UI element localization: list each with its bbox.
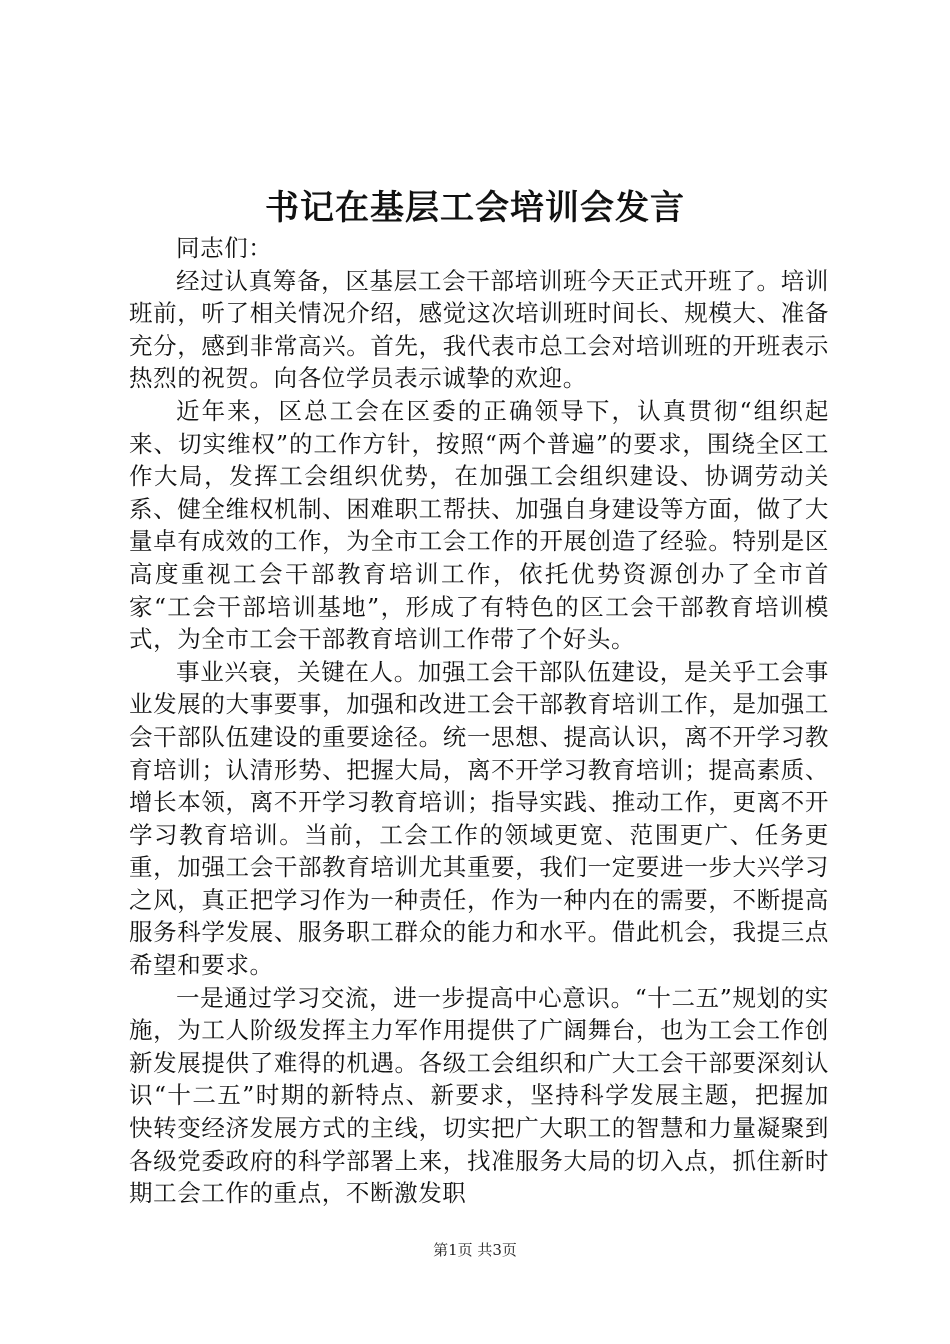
body-paragraph: 近年来，区总工会在区委的正确领导下，认真贯彻“组织起来、切实维权”的工作方针，按照“两个普遍”的要求，围绕全区工作大局，发挥工会组织优势，在加强工会组织建设、协调劳动关系、健全维权机制、困难职工帮扶、加强自身建设等方面，做了大量卓有成效的工作，为全市工会工作的开展创造了经验。特别是区高度重视工会干部教育培训工作，依托优势资源创办了全市首家“工会干部培训基地”，形成了有特色的区工会干部教育培训模式，为全市工会干部教育培训工作带了个好头。 — [129, 396, 829, 654]
body-paragraph: 经过认真筹备，区基层工会干部培训班今天正式开班了。培训班前，听了相关情况介绍，感觉这次培训班时间长、规模大、准备充分，感到非常高兴。首先，我代表市总工会对培训班的开班表示热烈的祝贺。向各位学员表示诚挚的欢迎。 — [129, 266, 829, 393]
body-paragraph: 一是通过学习交流，进一步提高中心意识。“十二五”规划的实施，为工人阶级发挥主力军作用提供了广阔舞台，也为工会工作创新发展提供了难得的机遇。各级工会组织和广大工会干部要深刻认识“十二五”时期的新特点、新要求，坚持科学发展主题，把握加快转变经济发展方式的主线，切实把广大职工的智慧和力量凝聚到各级党委政府的科学部署上来，找准服务大局的切入点，抓住新时期工会工作的重点，不断激发职 — [129, 983, 829, 1208]
body-paragraph: 事业兴衰，关键在人。加强工会干部队伍建设，是关乎工会事业发展的大事要事，加强和改进工会干部教育培训工作，是加强工会干部队伍建设的重要途径。统一思想、提高认识，离不开学习教育培训；认清形势、把握大局，离不开学习教育培训；提高素质、增长本领，离不开学习教育培训；指导实践、推动工作，更离不开学习教育培训。当前，工会工作的领域更宽、范围更广、任务更重，加强工会干部教育培训尤其重要，我们一定要进一步大兴学习之风，真正把学习作为一种责任，作为一种内在的需要，不断提高服务科学发展、服务职工群众的能力和水平。借此机会，我提三点希望和要求。 — [129, 657, 829, 980]
document-title: 书记在基层工会培训会发言 — [265, 188, 685, 228]
page-number-footer: 第1页 共3页 — [433, 1241, 517, 1259]
salutation-paragraph: 同志们： — [176, 234, 273, 262]
document-body — [129, 232, 829, 1210]
